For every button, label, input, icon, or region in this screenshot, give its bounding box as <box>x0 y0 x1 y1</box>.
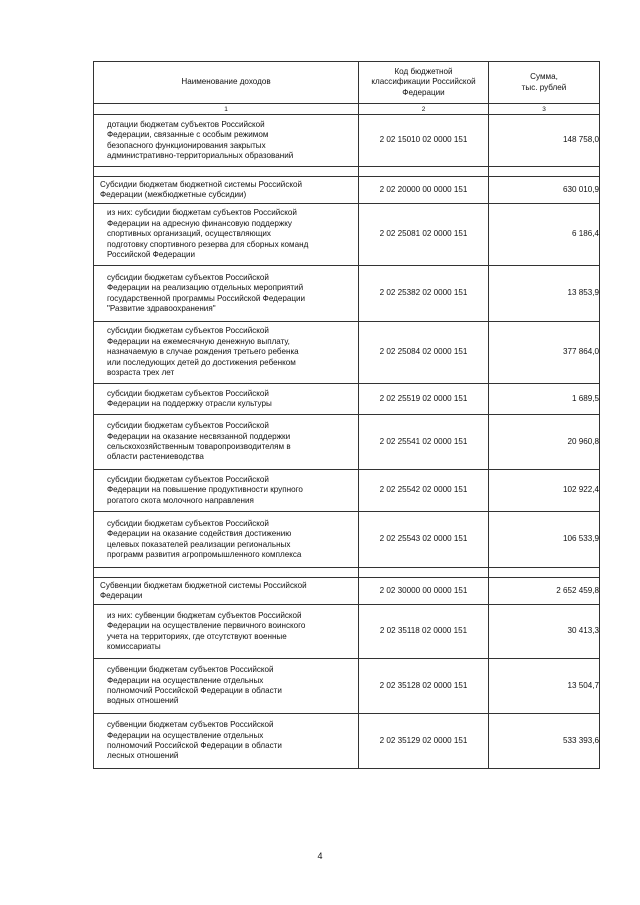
classification-code: 2 02 25084 02 0000 151 <box>359 322 489 384</box>
revenue-name: субсидии бюджетам субъектов Российской Федерации на повышение продуктивности крупного рогатого скота молочного направления <box>94 470 359 512</box>
table-row <box>94 115 600 167</box>
classification-code: 2 02 25542 02 0000 151 <box>359 470 489 512</box>
amount: 102 922,4 <box>489 470 600 512</box>
revenue-name: субвенции бюджетам субъектов Российской Федерации на осуществление отдельных полномочий Российской Федерации в области водных отношений <box>94 659 359 714</box>
amount: 30 413,3 <box>489 605 600 659</box>
classification-code: 2 02 15010 02 0000 151 <box>359 115 489 167</box>
column-number-3: 3 <box>489 104 600 115</box>
column-number-2: 2 <box>359 104 489 115</box>
table-row <box>94 177 600 204</box>
page-number: 4 <box>317 851 323 861</box>
table-row <box>94 659 600 714</box>
revenue-name: Субсидии бюджетам бюджетной системы Российской Федерации (межбюджетные субсидии) <box>94 177 359 204</box>
table-row <box>94 714 600 769</box>
classification-code: 2 02 25543 02 0000 151 <box>359 512 489 568</box>
revenue-name: Субвенции бюджетам бюджетной системы Российской Федерации <box>94 578 359 605</box>
table-row <box>94 415 600 470</box>
amount: 377 864,0 <box>489 322 600 384</box>
amount: 20 960,8 <box>489 415 600 470</box>
classification-code: 2 02 30000 00 0000 151 <box>359 578 489 605</box>
revenue-name: из них: субсидии бюджетам субъектов Российской Федерации на адресную финансовую поддержку спортивных организаций, осуществляющих подготовку спортивного резерва для сборных команд Российской Федерации <box>94 204 359 266</box>
classification-code: 2 02 25382 02 0000 151 <box>359 266 489 322</box>
amount: 630 010,9 <box>489 177 600 204</box>
classification-code: 2 02 35129 02 0000 151 <box>359 714 489 769</box>
classification-code: 2 02 25081 02 0000 151 <box>359 204 489 266</box>
table-row <box>94 605 600 659</box>
spacer-row <box>94 568 600 578</box>
header-classification-code: Код бюджетной классификации Российской Федерации <box>359 62 489 104</box>
revenue-name: субсидии бюджетам субъектов Российской Федерации на поддержку отрасли культуры <box>94 384 359 415</box>
revenue-name: дотации бюджетам субъектов Российской Федерации, связанные с особым режимом безопасного функционирования закрытых административно-территориальных образований <box>94 115 359 167</box>
amount: 106 533,9 <box>489 512 600 568</box>
table-row <box>94 578 600 605</box>
table-header-row <box>94 62 600 104</box>
classification-code: 2 02 35128 02 0000 151 <box>359 659 489 714</box>
revenue-name: субсидии бюджетам субъектов Российской Федерации на реализацию отдельных мероприятий государственной программы Российской Федерации "Развитие здравоохранения" <box>94 266 359 322</box>
table-row <box>94 204 600 266</box>
amount: 6 186,4 <box>489 204 600 266</box>
revenue-name: субсидии бюджетам субъектов Российской Федерации на оказание несвязанной поддержки сельскохозяйственным товаропроизводителям в области растениеводства <box>94 415 359 470</box>
revenue-name: из них: субвенции бюджетам субъектов Российской Федерации на осуществление первичного воинского учета на территориях, где отсутствуют военные комиссариаты <box>94 605 359 659</box>
classification-code: 2 02 25519 02 0000 151 <box>359 384 489 415</box>
table-row <box>94 512 600 568</box>
amount: 13 504,7 <box>489 659 600 714</box>
revenue-name: субсидии бюджетам субъектов Российской Федерации на оказание содействия достижению целевых показателей реализации региональных программ развития агропромышленного комплекса <box>94 512 359 568</box>
column-number-row <box>94 104 600 115</box>
amount: 2 652 459,8 <box>489 578 600 605</box>
table-row <box>94 384 600 415</box>
classification-code: 2 02 20000 00 0000 151 <box>359 177 489 204</box>
column-number-1: 1 <box>94 104 359 115</box>
budget-revenue-table <box>93 61 600 769</box>
revenue-name: субсидии бюджетам субъектов Российской Федерации на ежемесячную денежную выплату, назначаемую в случае рождения третьего ребенка или последующих детей до достижения ребенком возраста трех лет <box>94 322 359 384</box>
table-row <box>94 266 600 322</box>
table-row <box>94 322 600 384</box>
header-revenue-name: Наименование доходов <box>94 62 359 104</box>
spacer-row <box>94 167 600 177</box>
classification-code: 2 02 35118 02 0000 151 <box>359 605 489 659</box>
table-row <box>94 470 600 512</box>
amount: 148 758,0 <box>489 115 600 167</box>
amount: 13 853,9 <box>489 266 600 322</box>
revenue-name: субвенции бюджетам субъектов Российской Федерации на осуществление отдельных полномочий Российской Федерации в области лесных отношений <box>94 714 359 769</box>
classification-code: 2 02 25541 02 0000 151 <box>359 415 489 470</box>
amount: 1 689,5 <box>489 384 600 415</box>
amount: 533 393,6 <box>489 714 600 769</box>
header-amount: Сумма, тыс. рублей <box>489 62 600 104</box>
